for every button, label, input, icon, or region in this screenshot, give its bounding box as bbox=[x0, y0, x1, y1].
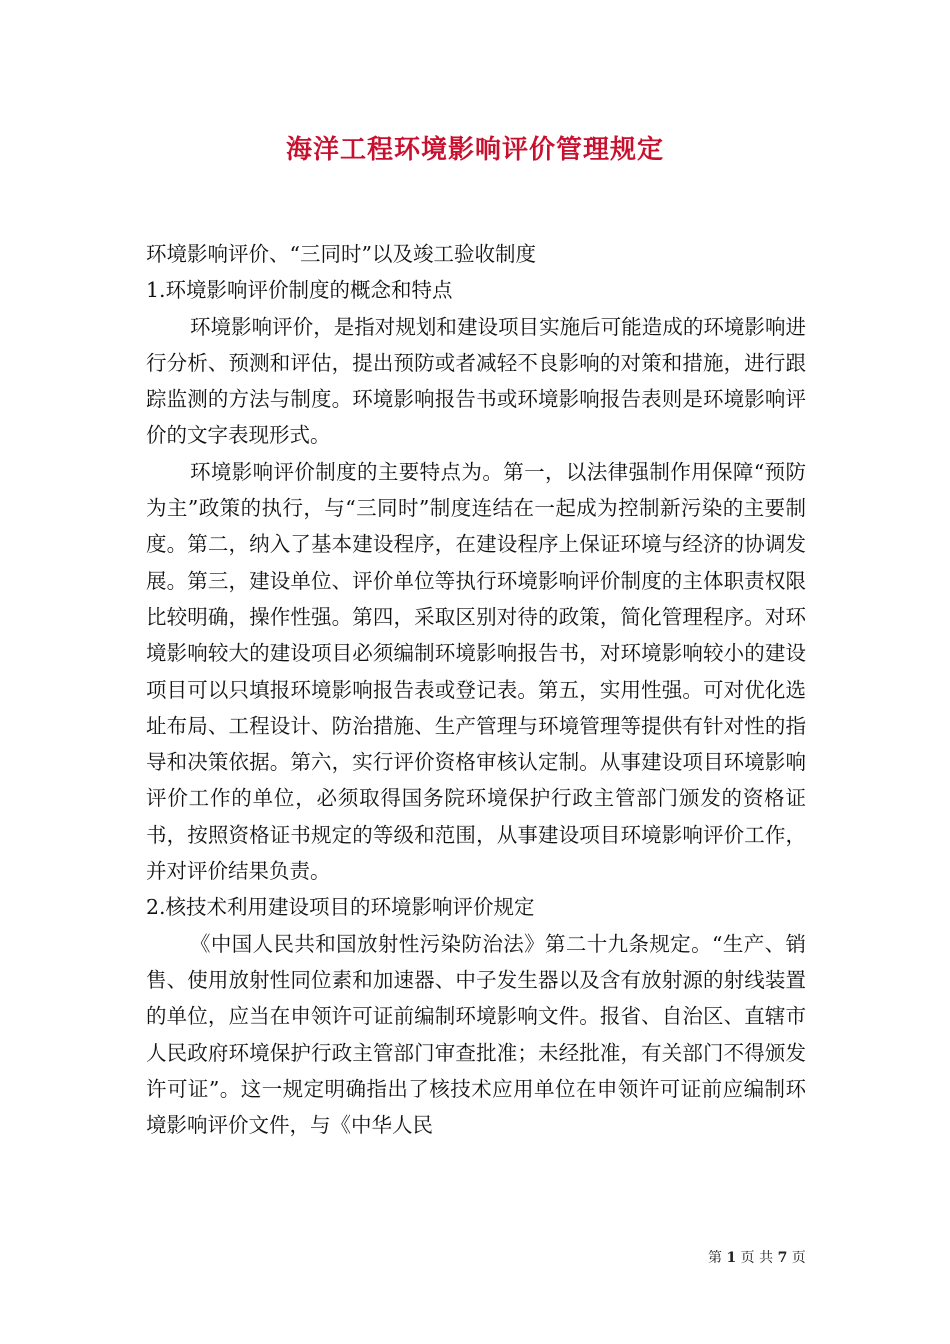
footer-suffix: 页 bbox=[791, 1250, 806, 1266]
page-footer bbox=[708, 1247, 806, 1267]
section-1-heading: 1.环境影响评价制度的概念和特点 bbox=[146, 278, 453, 303]
paragraph-2: 环境影响评价制度的主要特点为。第一，以法律强制作用保障“预防为主”政策的执行，与“三同时”制度连结在一起成为控制新污染的主要制度。第二，纳入了基本建设程序，在建设程序上保证环境与经济的协调发展。第三，建设单位、评价单位等执行环境影响评价制度的主体职责权限比较明确，操作性强。第四，采取区别对待的政策，简化管理程序。对环境影响较大的建设项目必须编制环境影响报告书，对环境影响较小的建设项目可以只填报环境影响报告表或登记表。第五，实用性强。可对优化选址布局、工程设计、防治措施、生产管理与环境管理等提供有针对性的指导和决策依据。第六，实行评价资格审核认定制。从事建设项目环境影响评价工作的单位，必须取得国务院环境保护行政主管部门颁发的资格证书，按照资格证书规定的等级和范围，从事建设项目环境影响评价工作，并对评价结果负责。 bbox=[146, 459, 806, 884]
paragraph-3: 《中国人民共和国放射性污染防治法》第二十九条规定。“生产、销售、使用放射性同位素和加速器、中子发生器以及含有放射源的射线装置的单位，应当在申领许可证前编制环境影响文件。报省、自治区、直辖市人民政府环境保护行政主管部门审查批准；未经批准，有关部门不得颁发许可证”。这一规定明确指出了核技术应用单位在申领许可证前应编制环境影响评价文件，与《中华人民 bbox=[146, 931, 806, 1138]
footer-current-page: 1 bbox=[726, 1250, 737, 1266]
footer-middle: 页 共 bbox=[740, 1250, 774, 1266]
footer-prefix: 第 bbox=[708, 1250, 722, 1266]
footer-total-pages: 7 bbox=[777, 1250, 788, 1266]
document-title: 海洋工程环境影响评价管理规定 bbox=[285, 135, 664, 165]
paragraph-1: 环境影响评价，是指对规划和建设项目实施后可能造成的环境影响进行分析、预测和评估，提出预防或者减轻不良影响的对策和措施，进行跟踪监测的方法与制度。环境影响报告书或环境影响报告表则是环境影响评价的文字表现形式。 bbox=[146, 314, 806, 448]
section-2-heading: 2.核技术利用建设项目的环境影响评价规定 bbox=[146, 895, 535, 920]
main-heading: 环境影响评价、“三同时”以及竣工验收制度 bbox=[146, 242, 536, 266]
document-body bbox=[146, 236, 806, 1143]
